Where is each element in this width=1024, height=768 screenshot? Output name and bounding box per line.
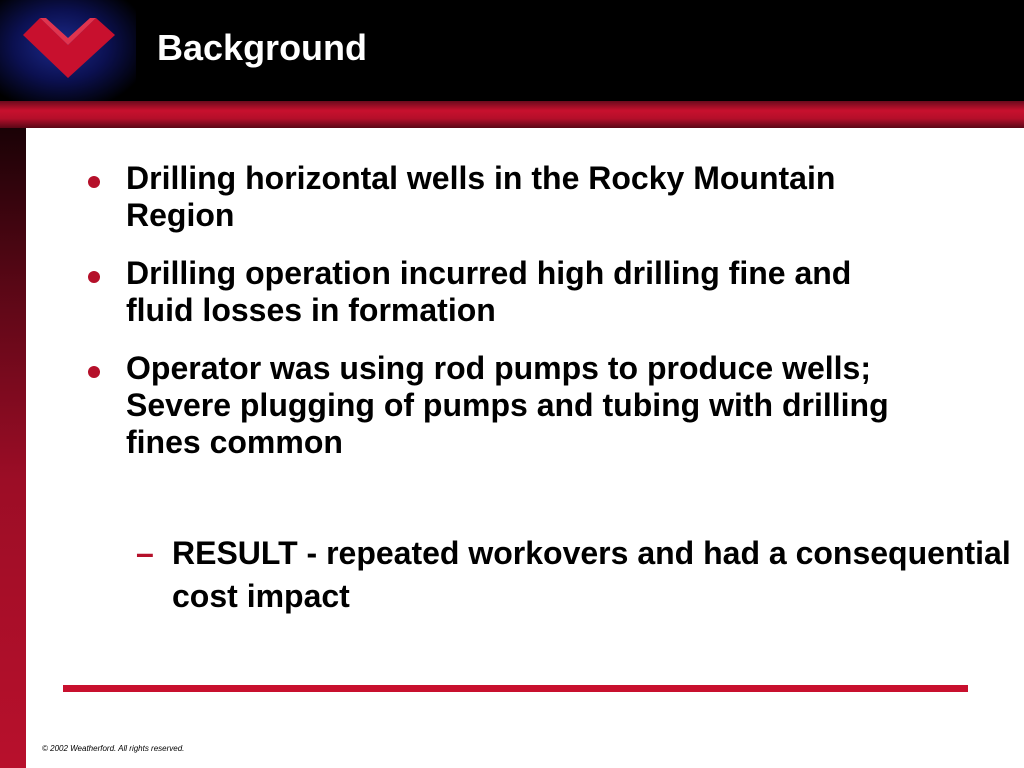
slide-title: Background	[157, 27, 368, 68]
bullet-dot-icon	[88, 271, 100, 283]
slide-body	[26, 128, 1024, 768]
bullet-dot-icon	[88, 176, 100, 188]
weatherford-logo-icon	[20, 18, 118, 80]
left-accent-strip	[0, 128, 26, 768]
sub-bullet-text: RESULT - repeated workovers and had a consequential cost impact	[172, 535, 1011, 614]
bullet-item	[26, 350, 926, 461]
sub-bullet-item	[136, 532, 1012, 618]
bullet-item	[26, 255, 926, 329]
sub-bullet-dash: –	[136, 535, 154, 571]
bullet-dot-icon	[88, 366, 100, 378]
bullet-item	[26, 160, 926, 234]
footer-divider	[63, 685, 968, 692]
bullet-text: Drilling operation incurred high drilling fine and fluid losses in formation	[126, 255, 852, 328]
copyright-footer: © 2002 Weatherford. All rights reserved.	[42, 744, 185, 753]
slide-header	[0, 0, 1024, 101]
header-red-band	[0, 101, 1024, 128]
bullet-list	[26, 160, 926, 482]
logo-area	[0, 0, 136, 101]
bullet-text: Operator was using rod pumps to produce wells; Severe plugging of pumps and tubing with drilling fines common	[126, 350, 889, 460]
bullet-text: Drilling horizontal wells in the Rocky Mountain Region	[126, 160, 836, 233]
